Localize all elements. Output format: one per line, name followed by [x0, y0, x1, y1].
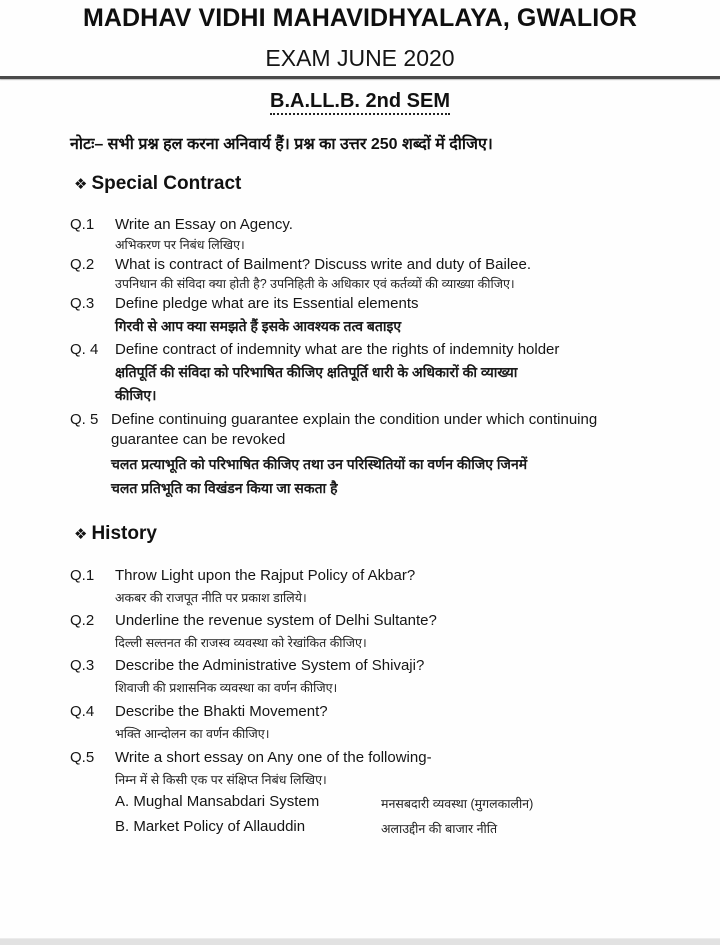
question-text-en: What is contract of Bailment? Discuss write and duty of Bailee.	[115, 256, 532, 273]
course-title	[0, 90, 720, 113]
section-heading-history	[74, 523, 157, 545]
question-text-hi-line2: चलत प्रतिभूति का विखंडन किया जा सकता है	[111, 480, 338, 496]
option-b-en: B. Market Policy of Allauddin	[115, 818, 306, 835]
exam-title: EXAM JUNE 2020	[265, 45, 455, 71]
option-a-en: A. Mughal Mansabdari System	[115, 793, 320, 810]
option-b-hi: अलाउद्दीन की बाजार नीति	[381, 822, 498, 836]
question-text-en: Underline the revenue system of Delhi Sultante?	[115, 612, 437, 629]
section-title: Special Contract	[91, 173, 242, 194]
instruction-note: नोटः– सभी प्रश्न हल करना अनिवार्य हैं। प्रश्न का उत्तर 250 शब्दों में दीजिए।	[70, 136, 493, 153]
option-a-hi: मनसबदारी व्यवस्था (मुगलकालीन)	[381, 797, 534, 811]
question-number: Q.2	[70, 256, 95, 273]
section-heading-special-contract	[74, 173, 241, 195]
question-number: Q. 4	[70, 341, 99, 358]
question-number: Q.3	[70, 657, 95, 674]
question-number: Q.1	[70, 216, 95, 233]
question-number: Q.3	[70, 295, 95, 312]
question-text-en: Throw Light upon the Rajput Policy of Akbar?	[115, 567, 416, 584]
question-text-hi: दिल्ली सल्तनत की राजस्व व्यवस्था को रेखांकित कीजिए।	[115, 636, 367, 650]
question-text-en-line2: guarantee can be revoked	[111, 431, 286, 448]
course-label: B.A.LL.B. 2nd SEM	[270, 90, 450, 115]
question-number: Q.5	[70, 749, 95, 766]
question-text-hi: निम्न में से किसी एक पर संक्षिप्त निबंध लिखिए।	[115, 773, 327, 787]
question-text-en: Define contract of indemnity what are the rights of indemnity holder	[115, 341, 560, 358]
question-text-hi: गिरवी से आप क्या समझते हैं इसके आवश्यक तत्व बताइए	[115, 318, 402, 334]
question-text-hi: अकबर की राजपूत नीति पर प्रकाश डालिये।	[115, 591, 307, 605]
question-text-hi-line1: चलत प्रत्याभूति को परिभाषित कीजिए तथा उन परिस्थितियों का वर्णन कीजिए जिनमें	[111, 456, 528, 472]
question-text-hi-line2: कीजिए।	[115, 387, 157, 403]
question-text-hi: शिवाजी की प्रशासनिक व्यवस्था का वर्णन कीजिए।	[115, 681, 338, 695]
question-text-en: Define pledge what are its Essential elements	[115, 295, 419, 312]
header-divider	[0, 76, 720, 79]
question-text-en: Describe the Administrative System of Shivaji?	[115, 657, 425, 674]
question-text-en: Describe the Bhakti Movement?	[115, 703, 328, 720]
question-text-en-line1: Define continuing guarantee explain the condition under which continuing	[111, 411, 598, 428]
question-number: Q.1	[70, 567, 95, 584]
question-text-hi-line1: क्षतिपूर्ति की संविदा को परिभाषित कीजिए क्षतिपूर्ति धारी के अधिकारों की व्याख्या	[115, 364, 518, 380]
question-number: Q.4	[70, 703, 95, 720]
diamond-bullet-icon: ❖	[74, 176, 88, 193]
question-text-hi: अभिकरण पर निबंध लिखिए।	[115, 238, 245, 252]
question-number: Q.2	[70, 612, 95, 629]
section-title: History	[91, 523, 157, 544]
question-text-hi: उपनिधान की संविदा क्या होती है? उपनिहिती के अधिकार एवं कर्तव्यों की व्याख्या कीजिए।	[115, 277, 515, 291]
question-number: Q. 5	[70, 411, 99, 428]
question-text-en: Write a short essay on Any one of the following-	[115, 749, 432, 766]
question-text-en: Write an Essay on Agency.	[115, 216, 293, 233]
diamond-bullet-icon: ❖	[74, 526, 88, 543]
college-title: MADHAV VIDHI MAHAVIDHYALAYA, GWALIOR	[82, 4, 638, 32]
question-text-hi: भक्ति आन्दोलन का वर्णन कीजिए।	[115, 727, 270, 741]
